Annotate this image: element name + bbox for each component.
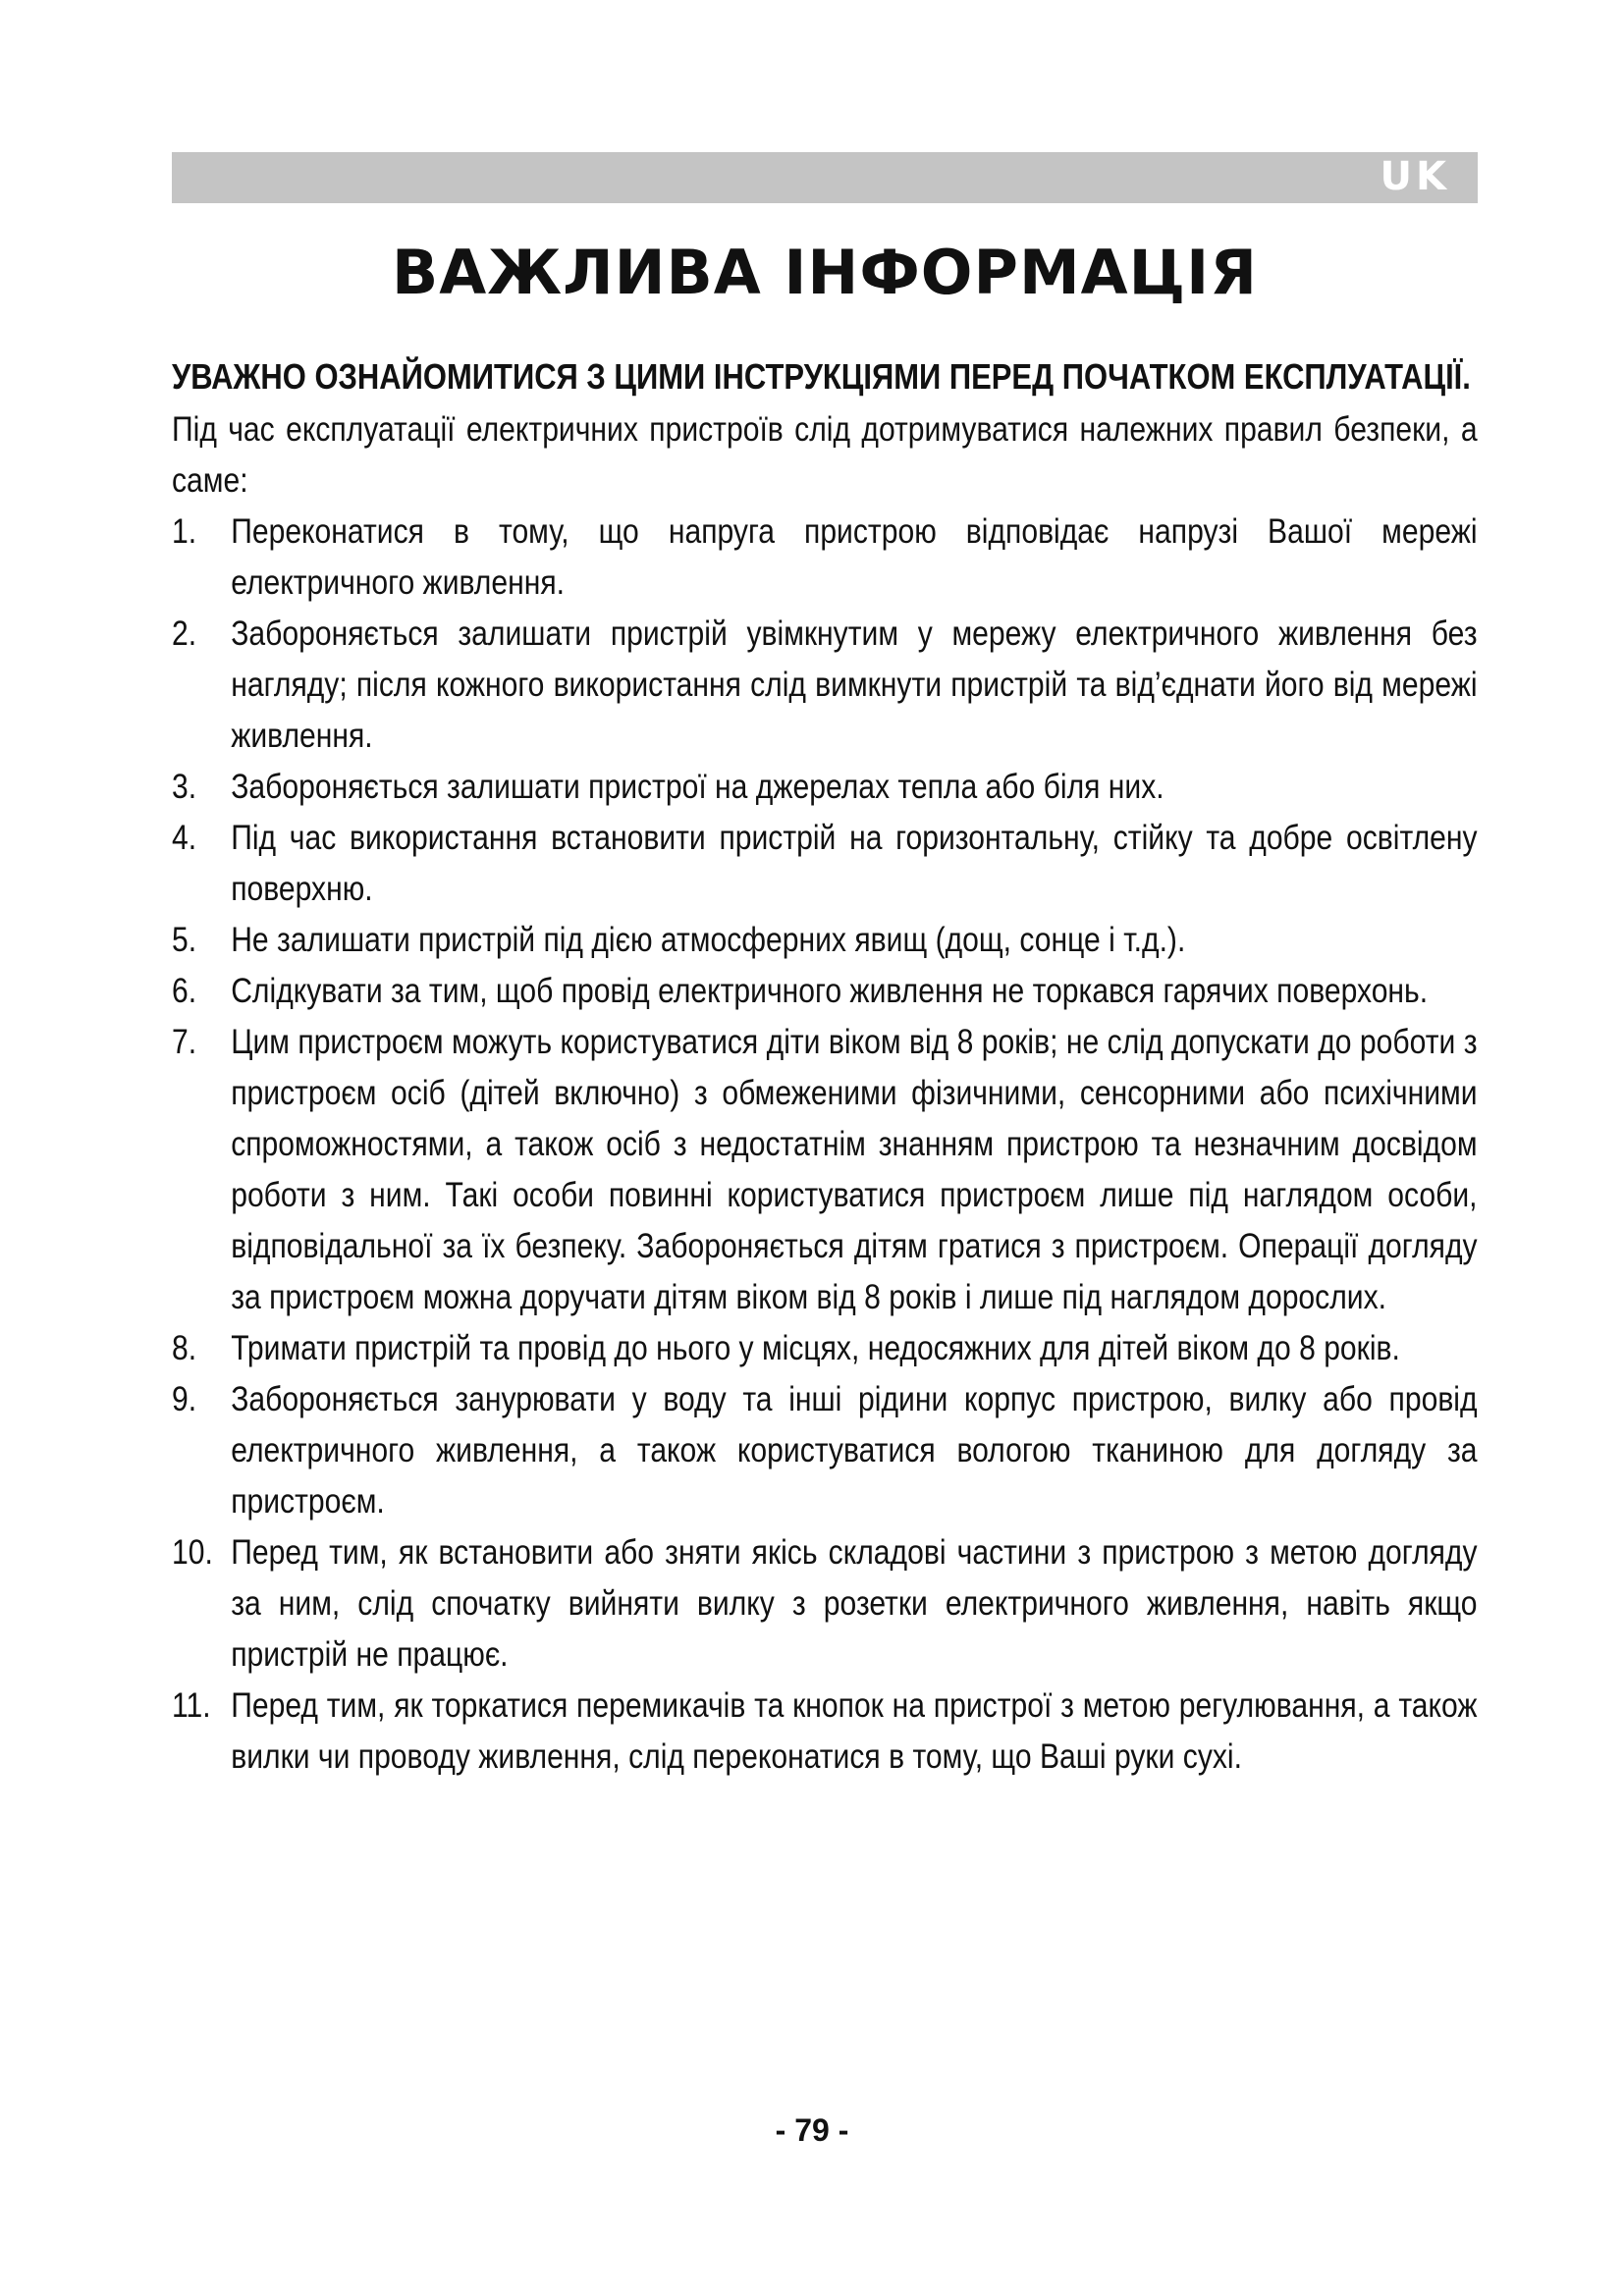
list-item xyxy=(172,609,1478,762)
list-item xyxy=(172,1323,1478,1374)
list-item-number: 10. xyxy=(172,1533,213,1572)
list-item-number: 9. xyxy=(172,1380,197,1418)
list-item xyxy=(172,813,1478,915)
list-item-text: Тримати пристрій та провід до нього у місцях, недосяжних для дітей віком до 8 років. xyxy=(231,1329,1400,1367)
language-bar xyxy=(172,152,1478,203)
safety-rules-list xyxy=(172,507,1478,1783)
main-content xyxy=(172,351,1478,1783)
list-item-number: 1. xyxy=(172,512,197,551)
list-item-number: 7. xyxy=(172,1023,197,1061)
intro-paragraph: Під час експлуатації електричних пристроїв слід дотримуватися належних правил безпеки, а саме: xyxy=(172,410,1478,500)
language-code: UK xyxy=(1380,154,1450,199)
list-item xyxy=(172,966,1478,1017)
list-item xyxy=(172,1681,1478,1783)
list-item xyxy=(172,915,1478,966)
list-item-text: Не залишати пристрій під дією атмосферних явищ (дощ, сонце і т.д.). xyxy=(231,921,1186,959)
list-item-number: 8. xyxy=(172,1329,197,1367)
list-item-number: 3. xyxy=(172,768,197,806)
list-item-number: 4. xyxy=(172,819,197,857)
list-item-text: Переконатися в тому, що напруга пристрою відповідає напрузі Вашої мережі електричного живлення. xyxy=(231,512,1478,602)
list-item-text: Забороняється залишати пристрій увімкнутим у мережу електричного живлення без нагляду; після кожного використання слід вимкнути пристрій та від’єднати його від мережі живлення. xyxy=(231,614,1478,755)
list-item xyxy=(172,507,1478,609)
list-item-text: Цим пристроєм можуть користуватися діти віком від 8 років; не слід допускати до роботи з пристроєм осіб (дітей включно) з обмеженими фізичними, сенсорними або психічними спроможностями, а також осіб з недостатнім знанням пристрою та незначним досвідом роботи з ним. Такі особи повинні користуватися пристроєм лише під наглядом особи, відповідальної за їх безпеку. Забороняється дітям гратися з пристроєм. Операції догляду за пристроєм можна доручати дітям віком від 8 років і лише під наглядом дорослих. xyxy=(231,1023,1478,1316)
list-item-text: Забороняється занурювати у воду та інші рідини корпус пристрою, вилку або провід електричного живлення, а також користуватися вологою тканиною для догляду за пристроєм. xyxy=(231,1380,1478,1521)
page-number: - 79 - xyxy=(775,2112,849,2148)
list-item-number: 5. xyxy=(172,921,197,959)
list-item-text: Під час використання встановити пристрій на горизонтальну, стійку та добре освітлену поверхню. xyxy=(231,819,1478,908)
list-item-number: 6. xyxy=(172,972,197,1010)
list-item-text: Слідкувати за тим, щоб провід електричного живлення не торкався гарячих поверхонь. xyxy=(231,972,1429,1010)
section-subtitle: УВАЖНО ОЗНАЙОМИТИСЯ З ЦИМИ ІНСТРУКЦІЯМИ ПЕРЕД ПОЧАТКОМ ЕКСПЛУАТАЦІЇ. xyxy=(172,356,1471,397)
list-item xyxy=(172,762,1478,813)
list-item-text: Перед тим, як встановити або зняти якісь складові частини з пристрою з метою догляду за ним, слід спочатку вийняти вилку з розетки електричного живлення, навіть якщо пристрій не працює. xyxy=(231,1533,1478,1674)
list-item-number: 11. xyxy=(172,1686,211,1725)
list-item-text: Забороняється залишати пристрої на джерелах тепла або біля них. xyxy=(231,768,1164,806)
list-item-text: Перед тим, як торкатися перемикачів та кнопок на пристрої з метою регулювання, а також вилки чи проводу живлення, слід переконатися в тому, що Ваші руки сухі. xyxy=(231,1686,1478,1776)
page-title: ВАЖЛИВА ІНФОРМАЦІЯ xyxy=(392,237,1258,308)
list-item xyxy=(172,1374,1478,1527)
list-item-number: 2. xyxy=(172,614,197,653)
list-item xyxy=(172,1017,1478,1323)
list-item xyxy=(172,1527,1478,1681)
